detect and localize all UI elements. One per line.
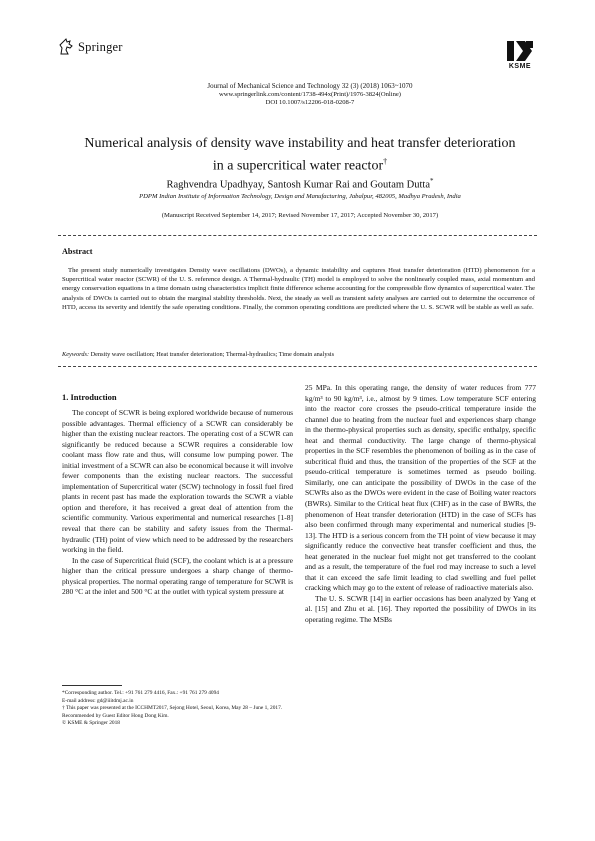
journal-url: www.springerlink.com/content/1738-494x(Print)/1976-3824(Online) (219, 90, 401, 98)
author-list (60, 177, 540, 191)
right-column (305, 383, 536, 626)
keywords-label: Keywords: (62, 351, 90, 358)
authors-text: Raghvendra Upadhyay, Santosh Kumar Rai and Goutam Dutta (166, 179, 430, 191)
intro-paragraph-3: The U. S. SCWR [14] in earlier occasions has been analyzed by Yang et al. [15] and Zhu et al. [16]. They reported the possibility of DWOs in its operating regime. The MSBs (305, 593, 536, 625)
keywords-text: Density wave oscillation; Heat transfer deterioration; Thermal-hydraulics; Time domain analysis (89, 351, 335, 358)
abstract-body: The present study numerically investigates Density wave oscillations (DWOs), a dynamic instability and captures Heat transfer deterioration (HTD) phenomenon for a Supercritical water reactor (SCWR) of the U. S. reference design. A Thermal-hydraulic (TH) model is employed to solve the nonlinearly coupled mass, axial momentum and energy conservation equations in a time domain using characteristics implicit finite difference scheme accounting for the compressible flow dynamics of supercritical water. The analysis of DWOs is carried out to obtain the marginal stability thresholds. Next, the steady as well as transient safety analyses are carried out to determine the occurrence of HTD, access its severity and identify the safe operating conditions. Finally, the common operating conditions are predicted where the U. S. SCWR will be stable as well as safe. (62, 267, 535, 311)
publisher-name: Springer (78, 39, 123, 54)
manuscript-dates: (Manuscript Received September 14, 2017; Revised November 17, 2017; Accepted November 30, 2017) (161, 212, 439, 219)
intro-paragraph-2-continued: 25 MPa. In this operating range, the density of water reduces from 777 kg/m³ to 90 kg/m³, i.e., almost by 9 times. Low temperature SCF entering into the reactor core crosses the pseudo-critical temperature inside the channel due to heating from the nuclear fuel and experiences sharp change in the thermo-physical properties such as density, specific enthalpy, specific heat and thermal conductivity. The large change of thermo-physical properties in the SCF resembles the phenomenon of boiling as in the case of subcritical fluid and thus, the transition of the properties of the SCF at the pseudo-critical temperature is sometimes termed as pseudo boiling. Similarly, one can anticipate the possibility of DWOs in the case of the SCWRs also as the DWOs were evident in the case of Boiling water reactors (BWRs). Similar to the Critical heat flux (CHF) as in the case of BWRs, the phenomenon of Heat transfer deterioration (HTD) in the case of SCFs has also been confirmed through many experimental and numerical studies [9-13]. The HTD is a serious concern from the TH point of view because it may significantly reduce the convective heat transfer coefficient and thus, the heat generated in the nuclear fuel might not get transferred to the coolant and as a result, the temperature of the fuel rod may increase to such a level that it can exceed the safe limit leading to clad swelling and fuel pellet cracking which may go to the extent of release of radioactive materials also. (305, 383, 536, 593)
keywords (62, 351, 535, 358)
journal-doi: DOI 10.1007/s12206-018-0208-7 (265, 99, 355, 106)
author-footnote-mark: * (430, 177, 434, 185)
title-footnote-mark: † (383, 157, 388, 166)
title-line-2-text: in a supercritical water reactor (212, 158, 384, 174)
footnote-copyright: © KSME & Springer 2018 (62, 720, 121, 727)
ksme-label: KSME (508, 63, 532, 70)
left-column (62, 408, 293, 598)
abstract-heading: Abstract (62, 247, 93, 256)
ksme-logo (503, 40, 537, 70)
footnotes (62, 690, 293, 728)
title-line-1: Numerical analysis of density wave instability and heat transfer deterioration (84, 136, 516, 151)
divider-top (58, 235, 537, 236)
affiliation: PDPM Indian Institute of Information Technology, Design and Manufacturing, Jabalpur, 482005, Madhya Pradesh, India (139, 193, 461, 200)
springer-horse-icon (58, 38, 74, 56)
footnote-presented: † This paper was presented at the ICCHMT2017, Sejong Hotel, Seoul, Korea, May 28 – June 1, 2017. Recommended by Guest Editor Hong Dong Kim. (62, 705, 283, 719)
ksme-emblem-icon (505, 40, 535, 62)
footnote-email: E-mail address: gd@iiitdmj.ac.in (62, 697, 134, 704)
intro-paragraph-2: In the case of Supercritical fluid (SCF), the coolant which is at a pressure higher than the critical pressure undergoes a sharp change of thermo-physical properties. The normal operating range of temperature for SCWR is 280 °C at the inlet and 500 °C at the outlet with typical system pressure at (62, 555, 293, 597)
paper-title (60, 135, 540, 176)
springer-logo (58, 38, 123, 56)
journal-info (150, 82, 470, 108)
section-heading-introduction: 1. Introduction (62, 392, 117, 402)
footnote-divider (62, 685, 122, 686)
intro-paragraph-1: The concept of SCWR is being explored worldwide because of numerous possible advantages. Thermal efficiency of a SCWR can considerably be higher than the existing nuclear reactors. The operating cost of a SCWR can significantly be reduced because a SCWR requires a considerable low coolant mass flow rate and thus, will consume low pumping power. The initial investment of a SCWR can also be economical because it will involve fewer components than the existing nuclear reactors. The successful implementation of Supercritical water (SCW) technology in fossil fuel fired plants in recent past has made the exploration towards the SCWR a viable option and therefore, it has received a great deal of attention from the scientific community. Various experimental and numerical researches [1-8] reveal that there can be stability and safety issues from the Thermal-hydraulic (TH) point of view which need to be addressed by the researchers working in the field. (62, 408, 293, 555)
footnote-corresponding: *Corresponding author. Tel.: +91 761 279 4416, Fax.: +91 761 279 4094 (62, 690, 219, 696)
journal-citation: Journal of Mechanical Science and Technology 32 (3) (2018) 1063~1070 (207, 82, 413, 90)
title-line-2 (60, 153, 540, 176)
divider-bottom (58, 366, 537, 367)
